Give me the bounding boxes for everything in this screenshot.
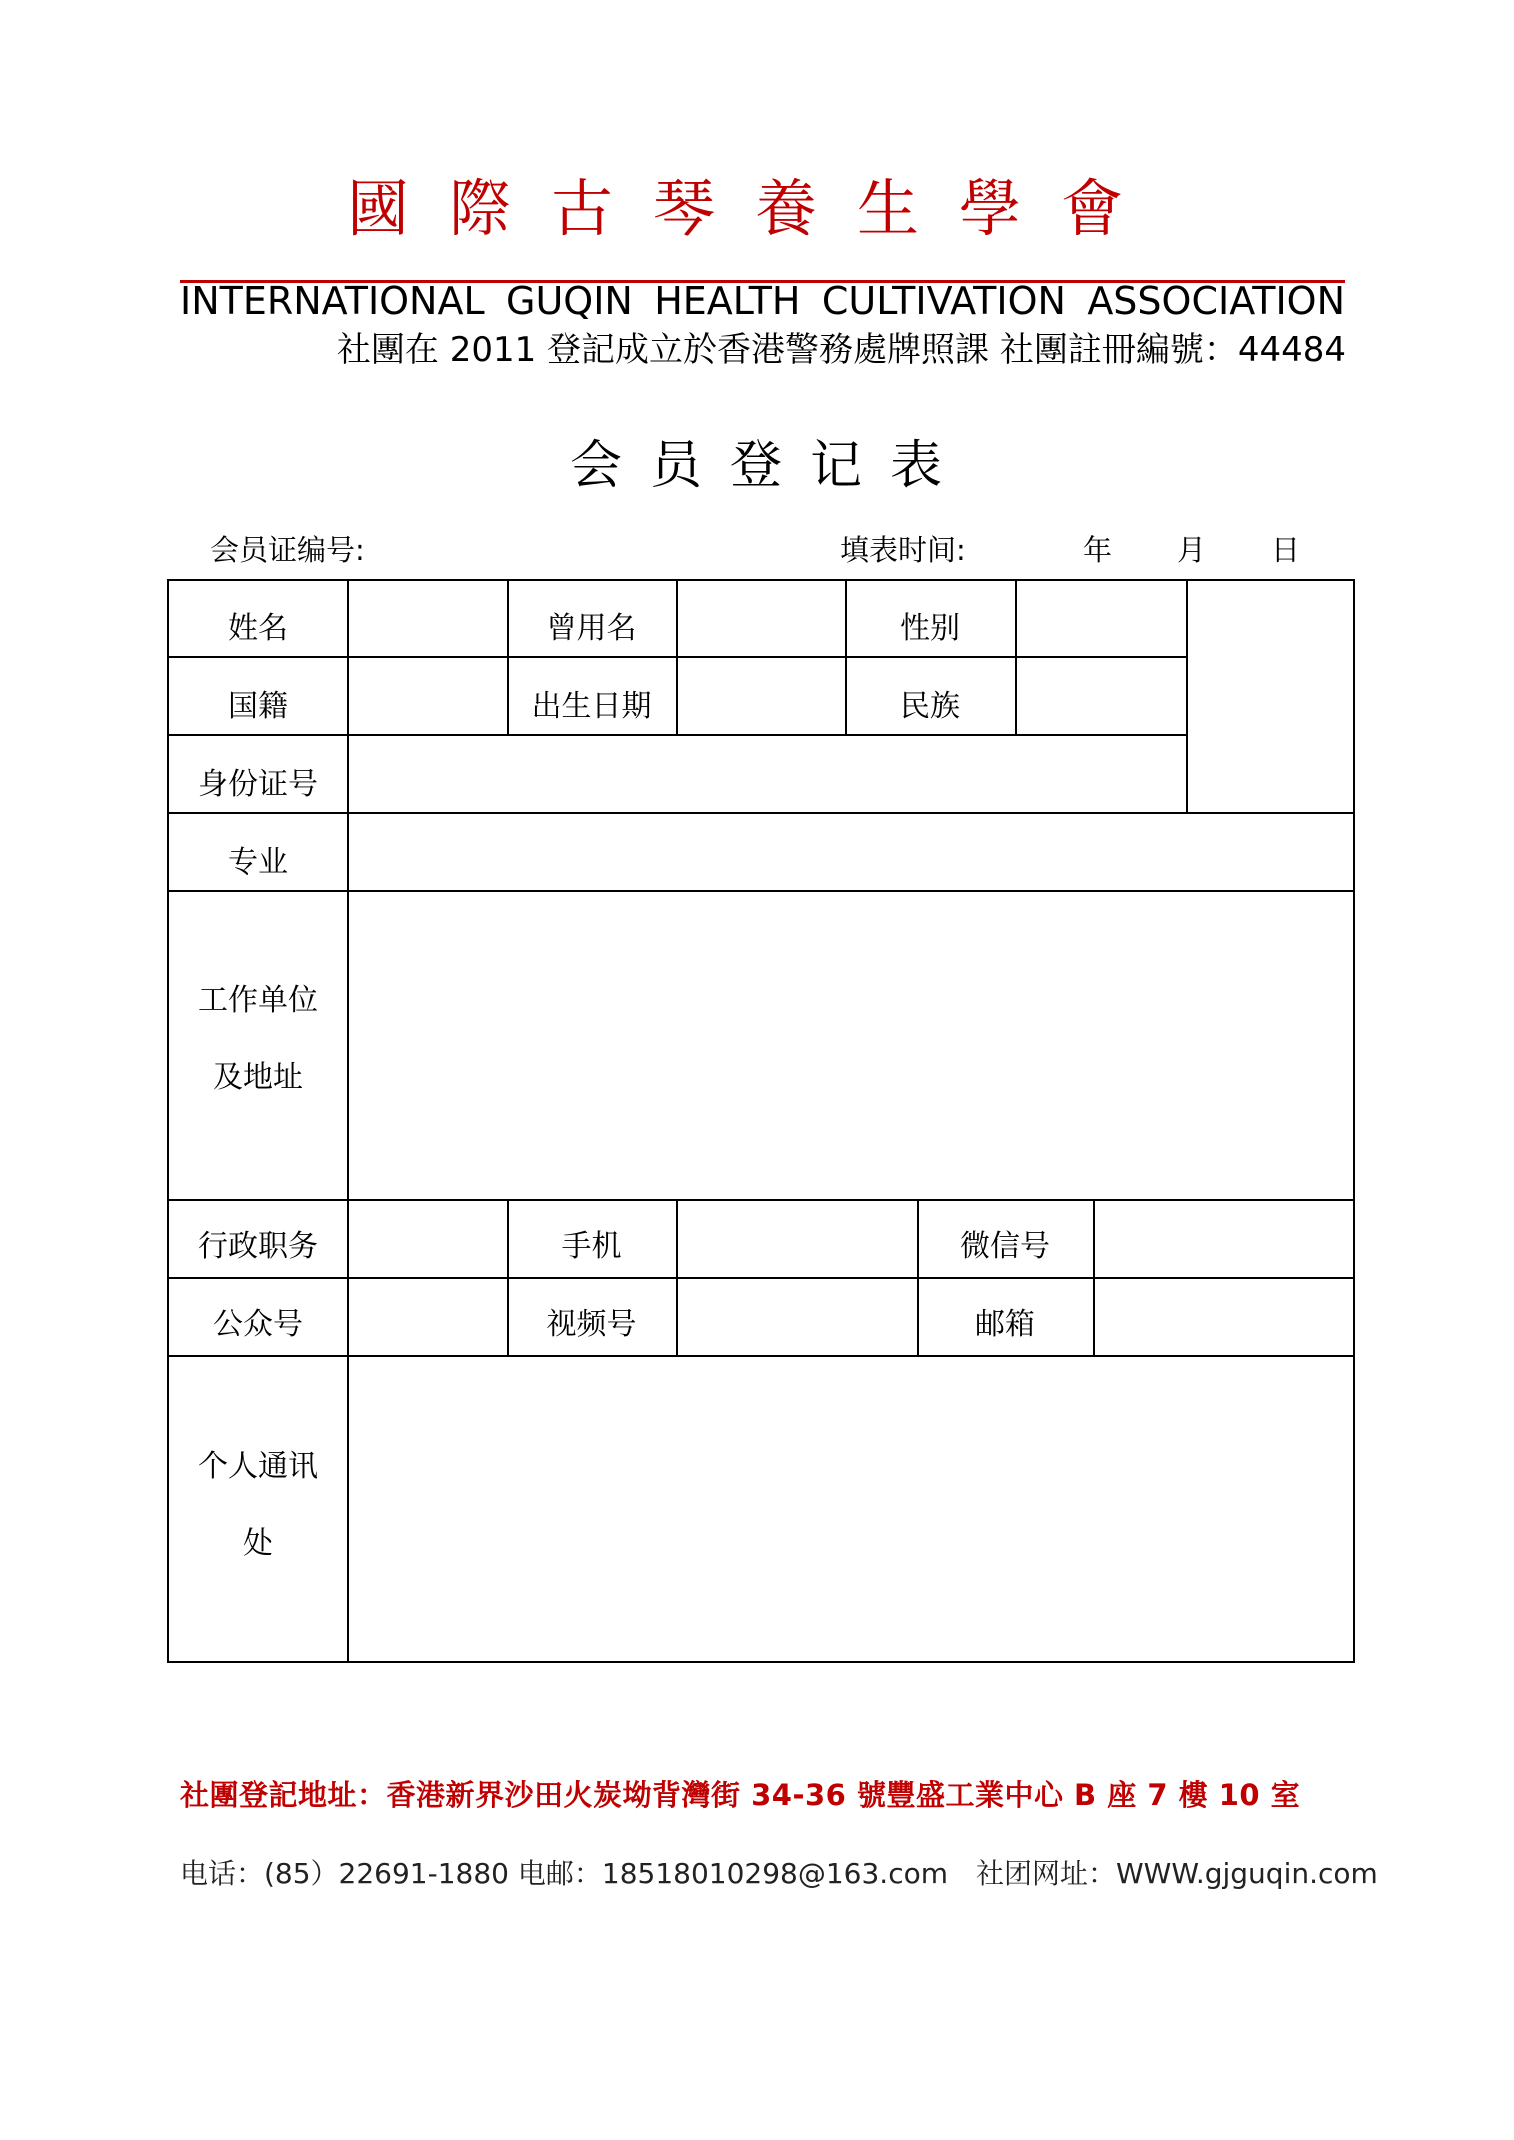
org-name-en: INTERNATIONAL GUQIN HEALTH CULTIVATION ASSOCIATION [180, 279, 1345, 323]
wechat-label: 微信号 [960, 1229, 1050, 1264]
footer-address: 社團登記地址：香港新界沙田火炭坳背灣街 34-36 號豐盛工業中心 B 座 7 樓 10 室 [180, 1778, 1301, 1812]
registration-line: 社團在 2011 登記成立於香港警務處牌照課 社團註冊編號：44484 [336, 330, 1346, 370]
footer-contact: 电话：(85）22691-1880 电邮：18518010298@163.com 社团网址：WWW.gjguqin.com [180, 1857, 1378, 1890]
former-name-label: 曾用名 [546, 611, 637, 646]
ethnicity-label: 民族 [900, 689, 960, 724]
position-label: 行政职务 [198, 1229, 318, 1264]
email-label: 邮箱 [975, 1307, 1035, 1342]
workplace-label-line2: 及地址 [213, 1060, 303, 1095]
form-title: 会员登记表 [569, 436, 970, 496]
day-label: 日 [1271, 533, 1301, 567]
nationality-label: 国籍 [228, 689, 288, 724]
member-no-label: 会员证编号: [210, 533, 365, 567]
org-name-zh: 國際古琴養生學會 [346, 172, 1163, 245]
birth-date-label: 出生日期 [531, 689, 652, 724]
col-divider [676, 1199, 678, 1355]
mailing-label-line2: 处 [243, 1526, 273, 1561]
major-label: 专业 [228, 845, 288, 880]
month-label: 月 [1177, 533, 1207, 567]
col-divider [1093, 1199, 1095, 1355]
col-divider [1015, 581, 1017, 734]
year-label: 年 [1083, 533, 1113, 567]
id-number-label: 身份证号 [198, 767, 318, 802]
video-account-label: 视频号 [546, 1307, 637, 1342]
mobile-label: 手机 [561, 1229, 622, 1264]
fill-date-label: 填表时间: [840, 533, 966, 567]
col-divider [347, 581, 349, 1661]
registration-table [167, 579, 1355, 1663]
workplace-label-line1: 工作单位 [198, 983, 318, 1018]
gender-label: 性别 [900, 611, 960, 646]
mailing-label-line1: 个人通讯 [198, 1449, 318, 1484]
photo-divider [1186, 581, 1188, 812]
name-label: 姓名 [228, 611, 288, 646]
public-account-label: 公众号 [213, 1307, 303, 1342]
col-divider [676, 581, 678, 734]
